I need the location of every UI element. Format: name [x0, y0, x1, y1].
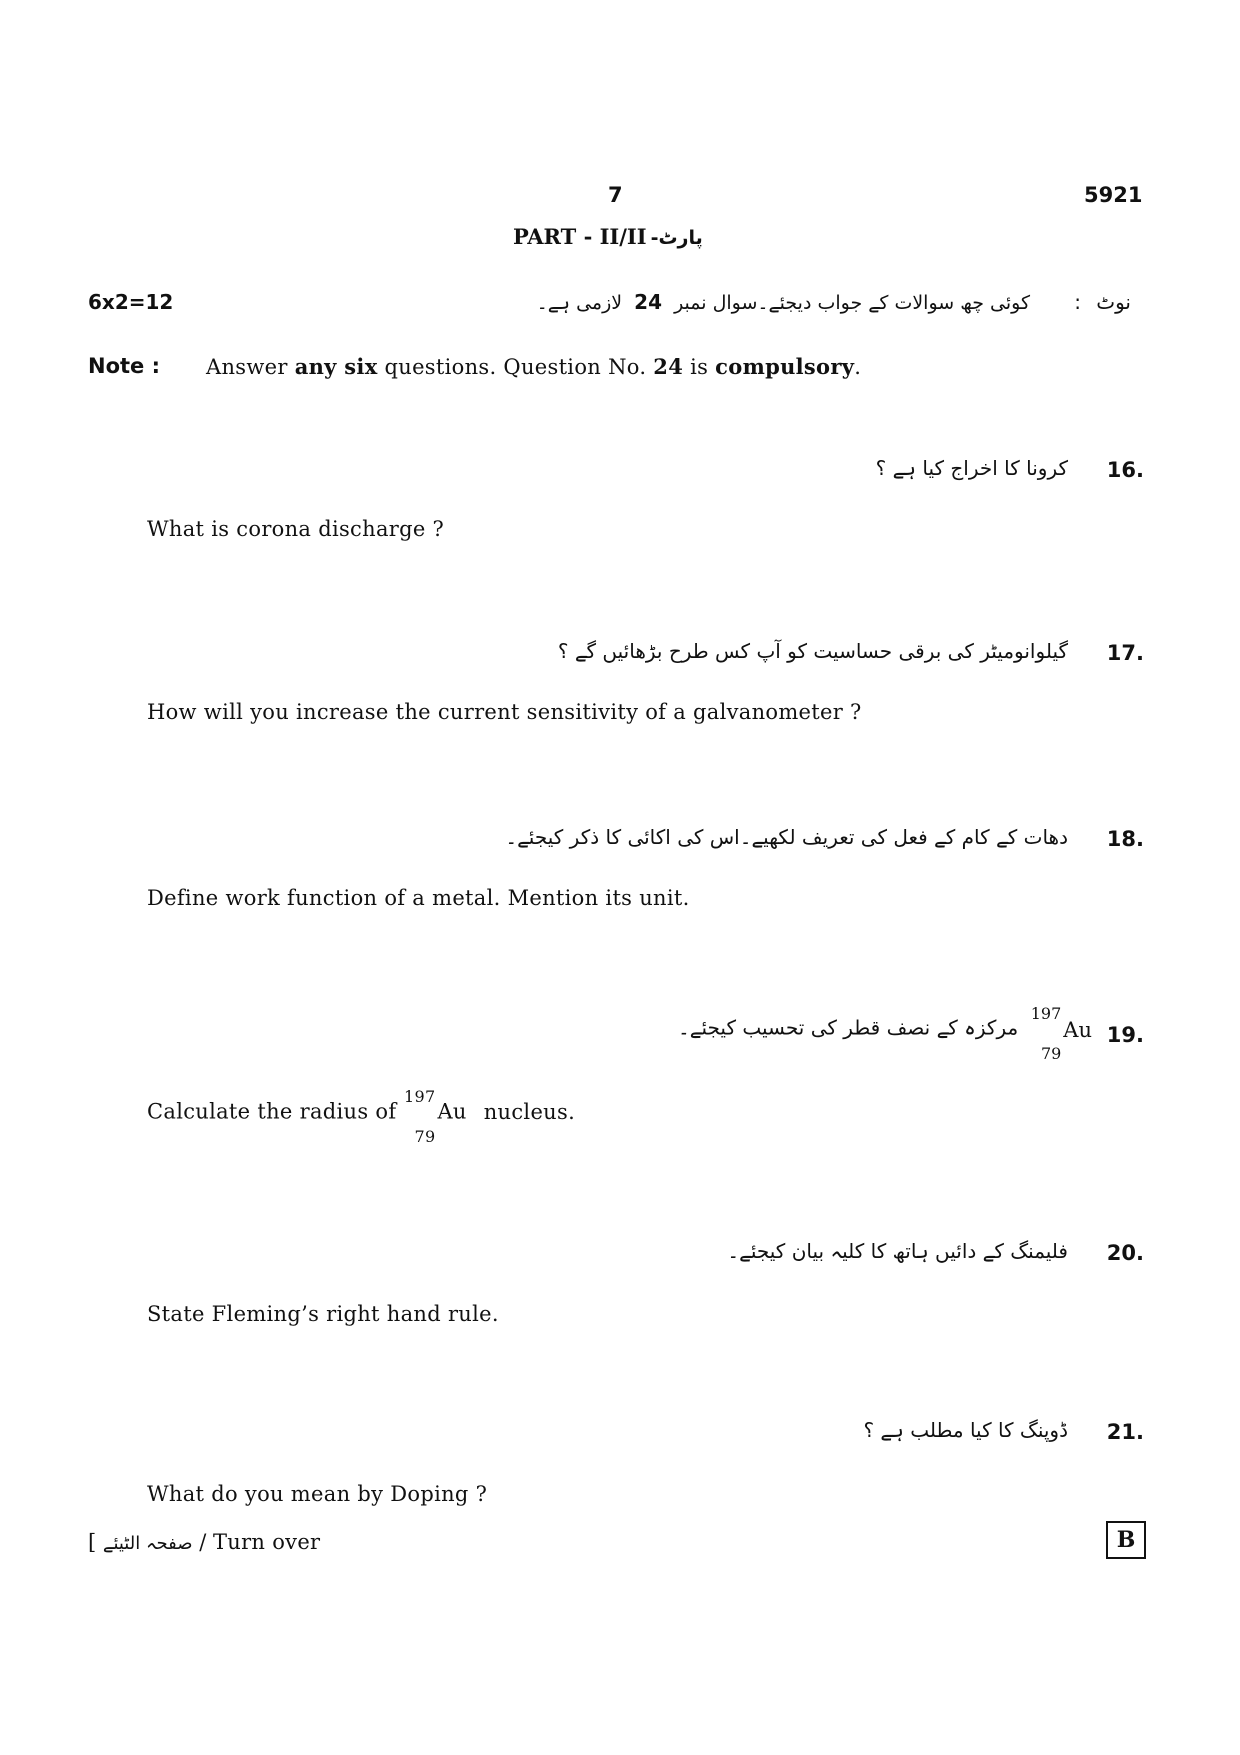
question-17-en: How will you increase the current sensitivity of a galvanometer ? [147, 700, 862, 724]
question-16-en: What is corona discharge ? [147, 517, 445, 541]
note-en-t2: questions. Question No. [384, 355, 647, 379]
question-17-number: 17. [1106, 641, 1144, 665]
question-18-number: 18. [1106, 827, 1144, 851]
note-ur-label: نوٹ [1096, 290, 1131, 314]
note-en-t1: Answer [206, 355, 288, 379]
question-21-en: What do you mean by Doping ? [147, 1482, 488, 1506]
question-19-en-symbol: Au [437, 1099, 467, 1124]
version-badge: B [1106, 1521, 1146, 1559]
paper-code: 5921 [1084, 183, 1143, 207]
question-19-en-before: Calculate the radius of [147, 1099, 397, 1124]
turn-over-note [88, 1530, 320, 1554]
note-en-qnum: 24 [653, 354, 684, 379]
turn-over-en: / Turn over [199, 1530, 321, 1554]
question-20-en: State Fleming’s right hand rule. [147, 1302, 499, 1326]
question-19-ur-line [678, 1004, 1092, 1063]
note-ur-colon: : [1074, 290, 1081, 314]
question-21-ur: ڈوپنگ کا کیا مطلب ہے ؟ [863, 1418, 1068, 1442]
turn-over-ur: صفحہ الٹیئے [102, 1533, 193, 1554]
question-19-number: 19. [1106, 1023, 1144, 1047]
question-16-number: 16. [1106, 458, 1144, 482]
question-21-number: 21. [1106, 1420, 1144, 1444]
note-ur-text [537, 290, 1030, 314]
question-18-en: Define work function of a metal. Mention its unit. [147, 886, 690, 910]
question-19-ur: مرکزہ کے نصف قطر کی تحسیب کیجئے۔ [678, 1015, 1019, 1040]
part-label-ur: پارٹ- [650, 227, 703, 249]
note-ur-number: 24 [634, 290, 663, 314]
question-19-en-after: nucleus. [483, 1099, 576, 1124]
question-19-ur-mass: 197 [1030, 1004, 1062, 1023]
question-19-ur-nuclide-indices [1029, 1004, 1063, 1063]
note-en-any-six: any six [294, 354, 378, 379]
question-19-en-atomic: 79 [414, 1127, 436, 1146]
question-20-number: 20. [1106, 1241, 1144, 1265]
note-en-label: Note : [88, 354, 160, 378]
question-20-ur: فلیمنگ کے دائیں ہاتھ کا کلیہ بیان کیجئے۔ [727, 1239, 1068, 1263]
question-19-en-mass: 197 [403, 1087, 436, 1106]
question-17-ur: گیلوانومیٹر کی برقی حساسیت کو آپ کس طرح بڑھائیں گے ؟ [557, 639, 1068, 663]
note-ur-text-after: لازمی ہے۔ [536, 292, 623, 314]
question-18-ur: دھات کے کام کے فعل کی تعریف لکھیے۔اس کی اکائی کا ذکر کیجئے۔ [505, 825, 1068, 849]
turn-over-bracket: [ [88, 1530, 97, 1554]
note-en-compulsory: compulsory [715, 354, 855, 379]
note-en-t3: is [690, 355, 709, 379]
note-en-t4: . [854, 355, 862, 379]
question-19-ur-symbol: Au [1063, 1018, 1092, 1042]
question-16-ur: کرونا کا اخراج کیا ہے ؟ [875, 456, 1068, 480]
note-en-text [206, 354, 861, 379]
question-19-en [147, 1087, 576, 1146]
part-label-en: PART - II/II [513, 224, 647, 249]
page-number: 7 [608, 183, 623, 207]
question-19-ur-atomic: 79 [1040, 1044, 1062, 1063]
question-19-en-nuclide-indices [403, 1087, 437, 1146]
part-heading [513, 224, 703, 249]
marks-allocation: 6x2=12 [88, 290, 174, 314]
note-ur-text-before: کوئی چھ سوالات کے جواب دیجئے۔سوال نمبر [674, 292, 1030, 314]
